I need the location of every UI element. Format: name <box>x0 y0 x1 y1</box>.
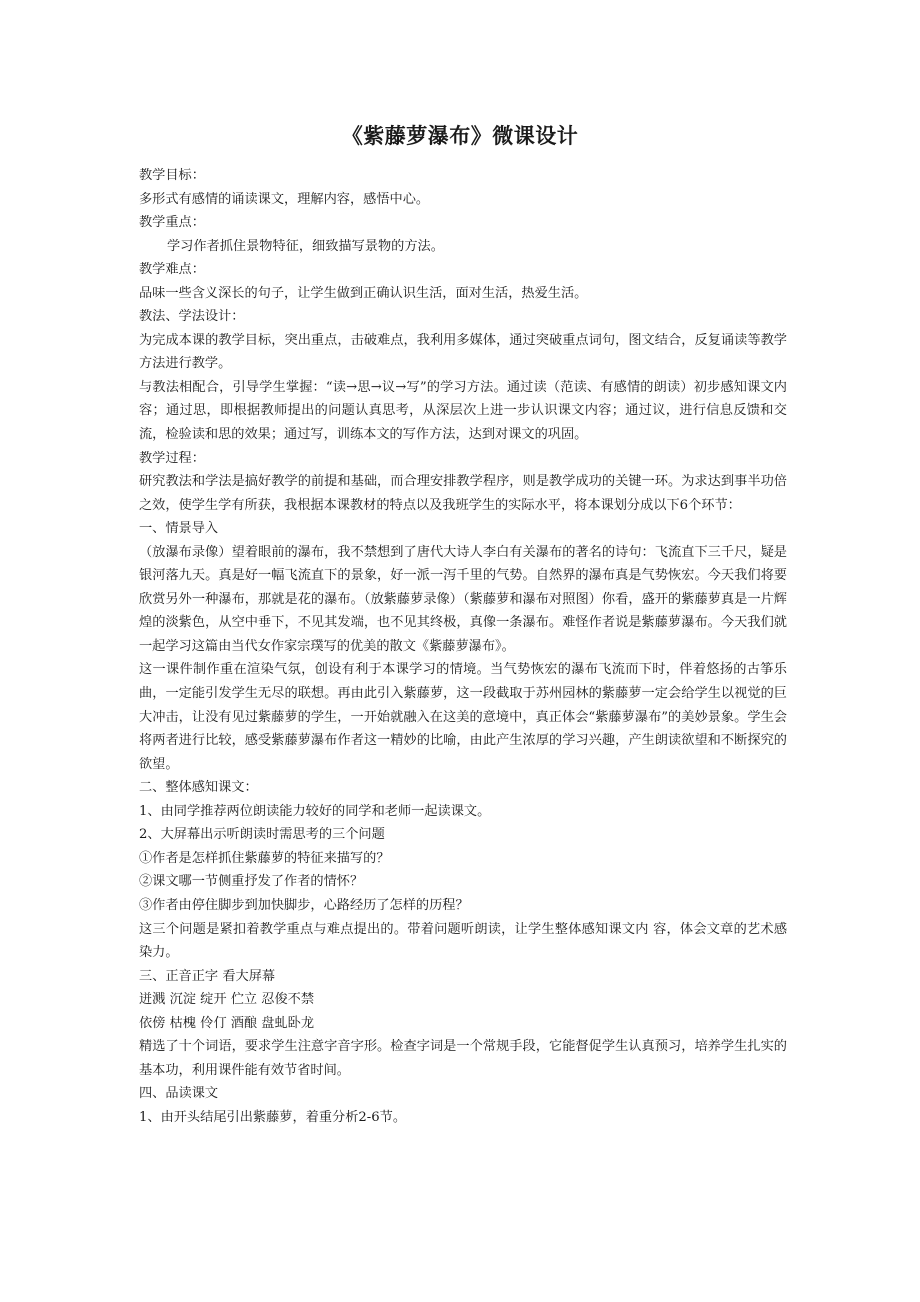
question-item: ③作者由停住脚步到加快脚步，心路经历了怎样的历程？ <box>139 897 469 913</box>
paragraph: 精选了十个词语，要求学生注意字音字形。检查字词是一个常规手段，它能督促学生认真预习，培养学生扎实的基本功，利用课件能有效节省时间。 <box>139 1039 787 1078</box>
paragraph: 与教法相配合，引导学生掌握：“读→思→议→写”的学习方法。通过读（范读、有感情的朗读）初步感知课文内容；通过思，即根据教师提出的问题认真思考，从深层次上进一步认识课文内容；通过议，进行信息反馈和交流，检验读和思的效果；通过写，训练本文的写作方法，达到对课文的巩固。 <box>139 379 787 443</box>
section-heading: 二、整体感知课文： <box>139 780 258 796</box>
paragraph: 这三个问题是紧扣着教学重点与难点提出的。带着问题听朗读，让学生整体感知课文内 容，体会文章的艺术感染力。 <box>139 921 787 961</box>
heading-teaching-process: 教学过程： <box>139 450 205 466</box>
question-item: ①作者是怎样抓住紫藤萝的特征来描写的？ <box>139 850 390 866</box>
vocabulary-line: 迸溅 沉淀 绽开 伫立 忍俊不禁 <box>139 992 315 1008</box>
paragraph: 多形式有感情的诵读课文，理解内容，感悟中心。 <box>139 191 430 207</box>
document-body <box>139 164 787 1129</box>
document-title: 《紫藤萝瀑布》微课设计 <box>341 123 579 148</box>
heading-method-design: 教法、学法设计： <box>139 309 245 325</box>
paragraph: 研究教法和学法是搞好教学的前提和基础，而合理安排教学程序，则是教学成功的关键一环。为求达到事半功倍之效，使学生学有所获，我根据本课教材的特点以及我班学生的实际水平，将本课划分成以下6个环节： <box>139 474 787 513</box>
list-item: 1、由开头结尾引出紫藤萝，着重分析2-6节。 <box>139 1109 407 1125</box>
paragraph: （放瀑布录像）望着眼前的瀑布，我不禁想到了唐代大诗人李白有关瀑布的著名的诗句：飞流直下三千尺，疑是银河落九天。真是好一幅飞流直下的景象，好一派一泻千里的气势。自然界的瀑布真是气势恢宏。今天我们将要欣赏另外一种瀑布，那就是花的瀑布。（放紫藤萝录像）（紫藤萝和瀑布对照图）你看，盛开的紫藤萝真是一片辉煌的淡紫色，从空中垂下，不见其发端，也不见其终极，真像一条瀑布。难怪作者说是紫藤萝瀑布。今天我们就一起学习这篇由当代女作家宗璞写的优美的散文《紫藤萝瀑布》。 <box>139 544 787 654</box>
question-item: ②课文哪一节侧重抒发了作者的情怀？ <box>139 874 364 890</box>
section-heading: 三、正音正字 看大屏幕 <box>139 968 276 984</box>
heading-teaching-goal: 教学目标： <box>139 168 205 183</box>
paragraph: 为完成本课的教学目标，突出重点，击破难点，我利用多媒体，通过突破重点词句，图文结合，反复诵读等教学方法进行教学。 <box>139 332 787 372</box>
section-heading: 四、品读课文 <box>139 1086 219 1102</box>
list-item: 1、由同学推荐两位朗读能力较好的同学和老师一起读课文。 <box>139 803 491 819</box>
paragraph: 品味一些含义深长的句子，让学生做到正确认识生活，面对生活，热爱生活。 <box>139 285 588 301</box>
section-heading: 一、情景导入 <box>139 521 219 537</box>
heading-teaching-focus: 教学重点： <box>139 215 205 231</box>
paragraph: 学习作者抓住景物特征，细致描写景物的方法。 <box>167 238 444 254</box>
paragraph: 这一课件制作重在渲染气氛，创设有利于本课学习的情境。当气势恢宏的瀑布飞流而下时，伴着悠扬的古筝乐曲，一定能引发学生无尽的联想。再由此引入紫藤萝，这一段截取于苏州园林的紫藤萝一定会给学生以视觉的巨大冲击，让没有见过紫藤萝的学生，一开始就融入在这美的意境中，真正体会“紫藤萝瀑布”的美妙景象。学生会将两者进行比较，感受紫藤萝瀑布作者这一精妙的比喻，由此产生浓厚的学习兴趣，产生朗读欲望和不断探究的欲望。 <box>139 662 787 772</box>
heading-teaching-difficulty: 教学难点： <box>139 262 205 278</box>
list-item: 2、大屏幕出示听朗读时需思考的三个问题 <box>139 827 385 843</box>
vocabulary-line: 依傍 枯槐 伶仃 酒酿 盘虬卧龙 <box>139 1015 315 1031</box>
